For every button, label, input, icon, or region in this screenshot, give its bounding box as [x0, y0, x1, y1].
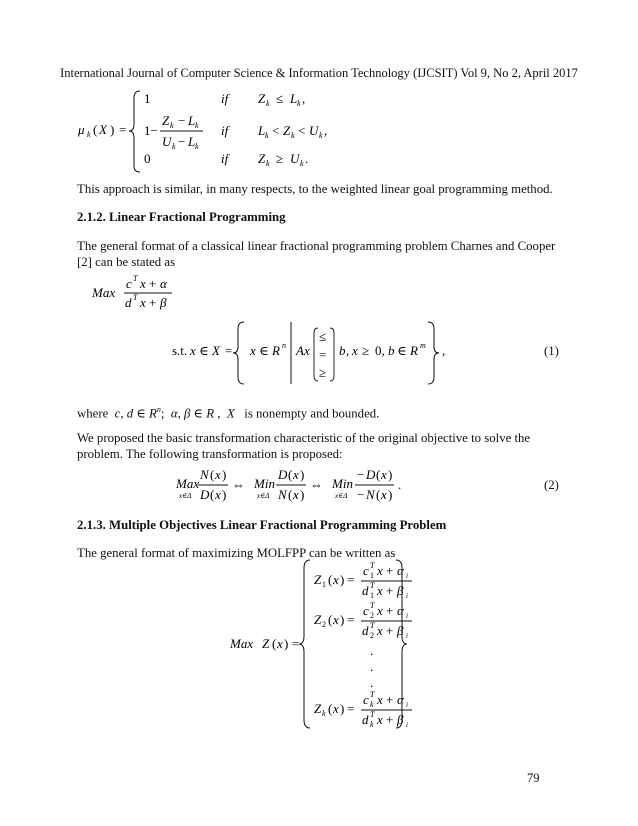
svg-text:k: k	[291, 131, 295, 140]
max-z-label: Max	[230, 636, 254, 651]
svg-text:): )	[340, 572, 345, 587]
svg-text:∈: ∈	[259, 343, 269, 358]
svg-text:.: .	[370, 675, 374, 690]
svg-text:): )	[284, 636, 289, 651]
svg-text:≥: ≥	[319, 365, 327, 380]
svg-text:.: .	[398, 477, 402, 492]
svg-text:Z: Z	[314, 701, 322, 716]
svg-text:(: (	[376, 467, 381, 482]
svg-text:(: (	[93, 122, 98, 137]
svg-text:x: x	[377, 563, 383, 578]
svg-text:k: k	[370, 720, 374, 729]
svg-text:x: x	[215, 487, 221, 502]
svg-text:β: β	[397, 623, 404, 638]
svg-text:x∈Δ: x∈Δ	[335, 492, 348, 500]
svg-text:Ax: Ax	[296, 343, 310, 358]
svg-text:(: (	[288, 467, 293, 482]
svg-text:x: x	[140, 276, 146, 291]
svg-text:≤: ≤	[276, 91, 284, 106]
svg-text:L: L	[188, 113, 196, 128]
svg-text:=: =	[347, 612, 355, 627]
svg-text:(: (	[210, 487, 215, 502]
svg-text:≥: ≥	[276, 151, 284, 166]
svg-text:(: (	[376, 487, 381, 502]
svg-text:): )	[222, 467, 227, 482]
svg-text:x: x	[377, 603, 383, 618]
svg-text:k: k	[265, 131, 269, 140]
svg-text:,: ,	[302, 91, 306, 106]
svg-text:1: 1	[370, 591, 374, 600]
svg-text:L: L	[188, 134, 196, 149]
svg-text:if: if	[221, 91, 229, 106]
equation-number-1: (1)	[544, 344, 559, 358]
svg-text:α: α	[160, 276, 167, 291]
svg-text:): )	[222, 487, 227, 502]
svg-text:μ: μ	[78, 122, 85, 137]
svg-text:d: d	[362, 623, 369, 638]
svg-text:⇔: ⇔	[232, 477, 245, 492]
svg-text:U: U	[309, 123, 319, 138]
paragraph-proposed: We proposed the basic transformation characteristic of the original objective to solve the problem. The following transformation is proposed:	[77, 431, 531, 461]
svg-text:c: c	[363, 603, 369, 618]
svg-text:D: D	[366, 467, 376, 482]
svg-text:T: T	[370, 710, 375, 719]
svg-text:,: ,	[346, 343, 350, 358]
svg-text:−: −	[357, 467, 365, 482]
svg-text:Z: Z	[258, 151, 266, 166]
svg-text:c: c	[126, 276, 132, 291]
svg-text:T: T	[133, 274, 138, 283]
svg-text:0,: 0,	[375, 343, 385, 358]
svg-text:<: <	[272, 123, 280, 138]
svg-text:k: k	[87, 130, 91, 139]
svg-text:β: β	[397, 583, 404, 598]
svg-text:1: 1	[370, 571, 374, 580]
svg-text:b: b	[339, 343, 346, 358]
paragraph-molfpp-format: The general format of maximizing MOLFPP can be written as	[77, 546, 396, 560]
svg-text:X: X	[212, 343, 220, 358]
svg-text:(: (	[272, 636, 277, 651]
svg-text:L: L	[290, 91, 298, 106]
svg-text:0: 0	[144, 151, 151, 166]
svg-text:R: R	[410, 343, 418, 358]
svg-text:+: +	[149, 295, 157, 310]
svg-text:x∈Δ: x∈Δ	[257, 492, 270, 500]
svg-text:k: k	[297, 99, 301, 108]
svg-text:i: i	[406, 721, 408, 729]
svg-text:k: k	[266, 159, 270, 168]
svg-text:x: x	[190, 343, 196, 358]
svg-text:(: (	[210, 467, 215, 482]
svg-text:k: k	[172, 142, 176, 151]
svg-text:X: X	[99, 122, 107, 137]
svg-text:−: −	[357, 487, 365, 502]
svg-text:k: k	[195, 121, 199, 130]
svg-text:x: x	[381, 487, 387, 502]
svg-text:k: k	[322, 709, 326, 718]
svg-text:2: 2	[370, 611, 374, 620]
svg-text:∈: ∈	[199, 343, 209, 358]
svg-text:−: −	[178, 113, 186, 128]
svg-text:D: D	[200, 487, 210, 502]
svg-text:2: 2	[370, 631, 374, 640]
svg-text:x: x	[293, 467, 299, 482]
max-label: Max	[92, 285, 116, 300]
svg-text:1: 1	[144, 91, 151, 106]
svg-text:if: if	[221, 151, 229, 166]
svg-text:): )	[388, 487, 393, 502]
svg-text:R: R	[272, 343, 280, 358]
svg-text:x: x	[381, 467, 387, 482]
svg-text:x: x	[333, 612, 339, 627]
svg-text:x: x	[140, 295, 146, 310]
svg-text:+: +	[386, 712, 394, 727]
svg-text:d: d	[362, 712, 369, 727]
paragraph-where: where c, d ∈ $R^n$; α, β ∈ R , X is nonempty and bounded.	[77, 405, 380, 421]
svg-text:x: x	[377, 712, 383, 727]
svg-text:(: (	[328, 612, 333, 627]
svg-text:): )	[300, 487, 305, 502]
svg-text:+: +	[386, 692, 394, 707]
paragraph-lfp-format: The general format of a classical linear fractional programming problem Charnes and Cooper [2] can be stated as	[77, 239, 556, 269]
svg-text:=: =	[319, 347, 327, 362]
svg-text:if: if	[221, 123, 229, 138]
svg-text:n: n	[282, 341, 286, 350]
journal-header: International Journal of Computer Science & Information Technology (IJCSIT) Vol 9, No 2, April 2017	[60, 66, 578, 80]
svg-text:U: U	[290, 151, 300, 166]
svg-text:d: d	[125, 295, 132, 310]
svg-text:x∈Δ: x∈Δ	[179, 492, 192, 500]
svg-text:+: +	[149, 276, 157, 291]
svg-text:β: β	[160, 295, 167, 310]
svg-text:=: =	[225, 343, 233, 358]
svg-text:d: d	[362, 583, 369, 598]
paragraph-approach: This approach is similar, in many respects, to the weighted linear goal programming method.	[77, 182, 553, 196]
svg-text:T: T	[370, 581, 375, 590]
svg-text:D: D	[278, 467, 288, 482]
svg-text:α: α	[397, 563, 404, 578]
svg-text:N: N	[278, 487, 287, 502]
svg-text:i: i	[406, 701, 408, 709]
svg-text:α: α	[397, 692, 404, 707]
svg-text:): )	[388, 467, 393, 482]
svg-text:=: =	[347, 572, 355, 587]
min-operator-2: Min	[332, 476, 353, 491]
svg-text:k: k	[195, 142, 199, 151]
svg-text:+: +	[386, 623, 394, 638]
svg-text:i: i	[406, 632, 408, 640]
svg-text:T: T	[370, 561, 375, 570]
svg-text:): )	[340, 612, 345, 627]
svg-text:+: +	[386, 563, 394, 578]
svg-text:.: .	[370, 659, 374, 674]
page-number: 79	[527, 771, 540, 785]
svg-text:k: k	[319, 131, 323, 140]
svg-text:Z: Z	[162, 113, 170, 128]
svg-text:k: k	[170, 121, 174, 130]
svg-text:=: =	[292, 636, 300, 651]
svg-text:,: ,	[324, 123, 328, 138]
svg-text:k: k	[300, 159, 304, 168]
svg-text:,: ,	[442, 343, 446, 358]
svg-text:c: c	[363, 692, 369, 707]
svg-text:2: 2	[322, 620, 326, 629]
svg-text:c: c	[363, 563, 369, 578]
svg-text:⇔: ⇔	[310, 477, 323, 492]
svg-text:b: b	[388, 343, 395, 358]
svg-text:T: T	[370, 601, 375, 610]
svg-text:U: U	[162, 134, 172, 149]
svg-text:≤: ≤	[319, 329, 327, 344]
svg-text:): )	[110, 122, 115, 137]
svg-text:x: x	[333, 572, 339, 587]
st-label: s.t.	[172, 343, 188, 358]
svg-text:+: +	[386, 583, 394, 598]
svg-text:T: T	[133, 293, 138, 302]
svg-text:k: k	[370, 700, 374, 709]
svg-text:x: x	[215, 467, 221, 482]
svg-text:(: (	[328, 701, 333, 716]
svg-text:Z: Z	[314, 572, 322, 587]
svg-text:.: .	[370, 643, 374, 658]
svg-text:α: α	[397, 603, 404, 618]
svg-text:T: T	[370, 690, 375, 699]
equation-number-2: (2)	[544, 478, 559, 492]
section-heading-lfp: 2.1.2. Linear Fractional Programming	[77, 210, 286, 224]
section-heading-molfpp: 2.1.3. Multiple Objectives Linear Fractional Programming Problem	[77, 518, 447, 532]
min-operator: Min	[254, 476, 275, 491]
svg-text:i: i	[406, 612, 408, 620]
svg-text:): )	[340, 701, 345, 716]
svg-text:x: x	[250, 343, 256, 358]
svg-text:T: T	[370, 621, 375, 630]
svg-text:x: x	[377, 583, 383, 598]
svg-text:<: <	[298, 123, 306, 138]
svg-text:k: k	[266, 99, 270, 108]
svg-text:N: N	[200, 467, 209, 482]
svg-text:β: β	[397, 712, 404, 727]
max-operator: Max	[176, 476, 200, 491]
svg-text:1−: 1−	[144, 123, 158, 138]
svg-text:Z: Z	[262, 636, 270, 651]
svg-text:≥: ≥	[362, 343, 370, 358]
svg-text:x: x	[333, 701, 339, 716]
svg-text:x: x	[352, 343, 358, 358]
svg-text:L: L	[258, 123, 266, 138]
svg-text:=: =	[347, 701, 355, 716]
svg-text:−: −	[178, 134, 186, 149]
svg-text:(: (	[328, 572, 333, 587]
svg-text:m: m	[420, 341, 426, 350]
svg-text:=: =	[119, 122, 127, 137]
svg-text:Z: Z	[283, 123, 291, 138]
svg-text:.: .	[305, 151, 309, 166]
svg-text:x: x	[377, 623, 383, 638]
svg-text:x: x	[377, 692, 383, 707]
svg-text:i: i	[406, 572, 408, 580]
svg-text:): )	[300, 467, 305, 482]
svg-text:x: x	[293, 487, 299, 502]
svg-text:∈: ∈	[397, 343, 407, 358]
svg-text:1: 1	[322, 580, 326, 589]
svg-text:Z: Z	[314, 612, 322, 627]
svg-text:+: +	[386, 603, 394, 618]
svg-text:x: x	[277, 636, 283, 651]
svg-text:(: (	[288, 487, 293, 502]
svg-text:i: i	[406, 592, 408, 600]
svg-text:Z: Z	[258, 91, 266, 106]
svg-text:N: N	[366, 487, 375, 502]
